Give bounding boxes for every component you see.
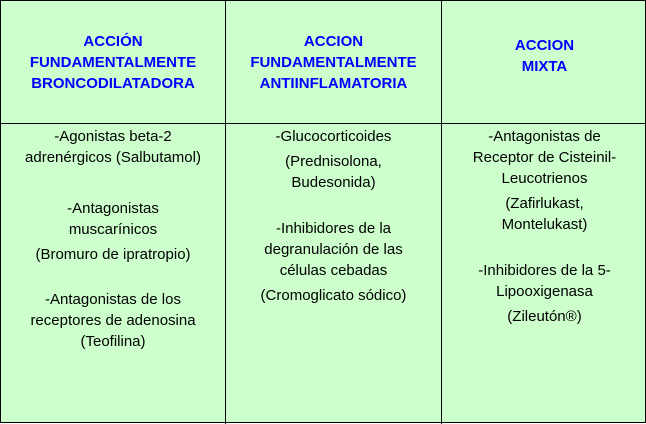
- column-antiinflammatory: [226, 124, 441, 306]
- header-line: FUNDAMENTALMENTE: [29, 53, 197, 71]
- header-line: ACCION: [303, 32, 364, 50]
- entry-line: -Inhibidores de la: [275, 220, 392, 237]
- entry-muscarinic-antagonists: [1, 198, 225, 265]
- column-bronchodilator: [1, 124, 225, 352]
- entry-example: Budesonida): [291, 174, 376, 191]
- entry-example: (Cromoglicato sódico): [260, 287, 407, 304]
- entry-example: (Zafirlukast,: [505, 195, 584, 212]
- entry-line: Receptor de Cisteinil-: [472, 149, 617, 166]
- entry-line: -Antagonistas: [67, 200, 159, 217]
- entry-leukotriene-antagonists: [442, 126, 646, 235]
- entry-line: células cebadas: [279, 262, 388, 279]
- entry-glucocorticoids: [226, 126, 441, 193]
- entry-line: -Antagonistas de: [488, 128, 601, 145]
- entry-example: (Zileutón®): [507, 308, 582, 325]
- entry-line: muscarínicos: [68, 221, 158, 238]
- entry-example: Montelukast): [501, 216, 588, 233]
- column-mixed: [442, 124, 646, 327]
- header-antiinflammatory: [226, 1, 441, 123]
- header-line: ACCION: [514, 37, 575, 54]
- entry-line: -Glucocorticoides: [275, 128, 392, 145]
- entry-example: (Bromuro de ipratropio): [35, 246, 191, 263]
- entry-example: (Prednisolona,: [285, 153, 382, 170]
- entry-adenosine-antagonists: [1, 289, 225, 352]
- entry-mast-cell-inhibitors: [226, 218, 441, 306]
- header-mixed: [442, 1, 646, 123]
- header-line: BRONCODILATADORA: [31, 74, 195, 92]
- entry-line: receptores de adenosina: [30, 312, 196, 329]
- entry-example: (Teofilina): [80, 333, 146, 350]
- entry-line: -Inhibidores de la 5-: [478, 262, 611, 279]
- entry-beta2-agonists: [1, 126, 225, 168]
- header-line: ACCIÓN: [83, 32, 143, 50]
- header-bronchodilator: [1, 1, 225, 123]
- entry-line: adrenérgicos (Salbutamol): [25, 149, 201, 166]
- entry-line: Lipooxigenasa: [496, 283, 593, 300]
- entry-line: -Antagonistas de los: [45, 291, 181, 308]
- header-line: ANTIINFLAMATORIA: [259, 74, 408, 92]
- entry-line: degranulación de las: [264, 241, 403, 258]
- entry-line: -Agonistas beta-2: [54, 128, 172, 145]
- header-line: FUNDAMENTALMENTE: [250, 53, 417, 71]
- entry-lipoxygenase-inhibitors: [442, 260, 646, 327]
- header-line: MIXTA: [521, 58, 568, 75]
- entry-line: Leucotrienos: [501, 170, 588, 187]
